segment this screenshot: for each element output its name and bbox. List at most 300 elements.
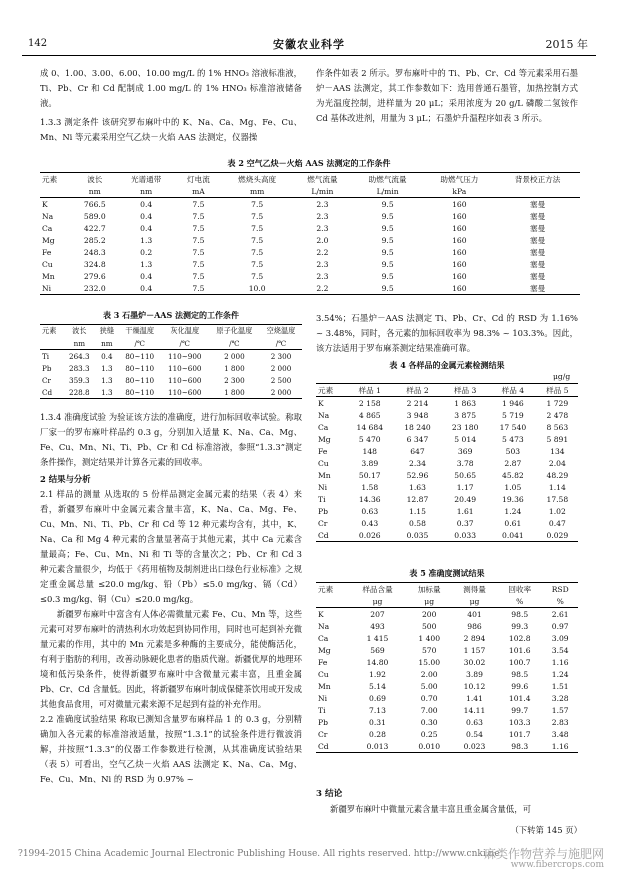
table-cell: 232.0 bbox=[73, 282, 117, 295]
table-row bbox=[316, 656, 578, 668]
table-cell: 9.5 bbox=[381, 247, 394, 257]
table-cell: 9.5 bbox=[381, 211, 394, 221]
table-row bbox=[40, 198, 580, 211]
column-unit: % bbox=[497, 595, 542, 608]
table-cell: 1.3 bbox=[101, 363, 113, 373]
table-cell: Cu bbox=[318, 458, 329, 468]
table-row bbox=[40, 222, 580, 234]
table-cell: 1 800 bbox=[224, 363, 245, 373]
table-cell: 2.3 bbox=[316, 259, 329, 269]
table-cell: 160 bbox=[423, 282, 495, 295]
table-cell: Mg bbox=[318, 434, 331, 444]
table-cell: 7.5 bbox=[176, 282, 222, 295]
table-cell: 5 719 bbox=[502, 410, 524, 420]
table-cell: 503 bbox=[505, 446, 521, 456]
table-cell: 0.30 bbox=[420, 717, 438, 727]
paragraph: 1.3.3 测定条件 该研究罗布麻叶中的 K、Na、Ca、Mg、Fe、Cu、Mn、Ni 等元素采用空气乙炔－火焰 AAS 法测定，仪器操 bbox=[40, 117, 302, 142]
page-number: 142 bbox=[28, 38, 48, 49]
table-cell: 1 946 bbox=[502, 398, 524, 408]
table-cell: 14.80 bbox=[366, 657, 389, 667]
table-cell: 2.87 bbox=[504, 458, 522, 468]
table-cell: 101.6 bbox=[508, 645, 531, 655]
column-header: 样品 2 bbox=[394, 384, 442, 397]
column-header: 空烧温度 bbox=[260, 325, 302, 338]
table-cell: 45.82 bbox=[502, 470, 524, 480]
table-cell: 160 bbox=[452, 199, 467, 209]
table-cell: 15.00 bbox=[418, 657, 441, 667]
table-cell: 50.17 bbox=[358, 470, 381, 480]
page-footer bbox=[18, 845, 608, 871]
table-cell: 塞曼 bbox=[530, 199, 546, 209]
table-cell: Fe bbox=[318, 657, 328, 667]
table-cell: 493 bbox=[370, 621, 385, 631]
table3-caption: 表 3 石墨炉－AAS 法测定的工作条件 bbox=[102, 310, 240, 320]
page-header bbox=[0, 0, 618, 62]
table-row bbox=[316, 692, 578, 704]
table-cell: 103.3 bbox=[508, 717, 531, 727]
table-row bbox=[316, 517, 578, 529]
copyright-text: ?1994-2015 China Academic Journal Electronic Publishing House. All rights reserved. bbox=[18, 849, 411, 859]
table-cell: 塞曼 bbox=[530, 223, 546, 233]
table-cell: 1.05 bbox=[504, 482, 522, 492]
table-cell: Pb bbox=[318, 717, 328, 727]
table-cell: Fe bbox=[42, 247, 52, 257]
table-cell: 1.63 bbox=[409, 482, 426, 492]
table-cell: 48.29 bbox=[546, 470, 569, 480]
table-row bbox=[316, 716, 578, 728]
table-cell: Pb bbox=[42, 363, 52, 373]
table-cell: Pb bbox=[318, 506, 328, 516]
table-cell: 5.00 bbox=[420, 681, 438, 691]
table-cell: 0.43 bbox=[361, 518, 379, 528]
table-cell: 1.3 bbox=[140, 235, 153, 245]
table-cell: 283.3 bbox=[69, 363, 90, 373]
table-cell: 3 948 bbox=[406, 410, 429, 420]
table-cell: 7.00 bbox=[420, 705, 438, 715]
table-cell: 2 000 bbox=[260, 386, 302, 399]
table-cell: 279.6 bbox=[83, 271, 106, 281]
table-cell: 98.3 bbox=[497, 740, 542, 753]
column-unit: nm bbox=[117, 185, 176, 198]
table-cell: 7.5 bbox=[251, 211, 264, 221]
table-cell: 2 158 bbox=[358, 398, 381, 408]
table-cell: 10.12 bbox=[463, 681, 486, 691]
column-header: 灰化温度 bbox=[161, 325, 209, 338]
section3-text: 新疆罗布麻叶中微量元素含量丰富且重金属含量低，可 bbox=[330, 804, 531, 814]
table-cell: K bbox=[318, 398, 324, 408]
table-cell: 160 bbox=[452, 223, 467, 233]
table-cell: Cd bbox=[40, 386, 64, 399]
table-cell: 0.2 bbox=[140, 247, 153, 257]
table-row bbox=[40, 270, 580, 282]
table-cell: 2.3 bbox=[316, 199, 329, 209]
column-header: 助燃气流量 bbox=[352, 173, 424, 186]
table-cell: 228.8 bbox=[64, 386, 95, 399]
table-cell: 塞曼 bbox=[530, 259, 546, 269]
table-cell: 塞曼 bbox=[530, 271, 546, 281]
table-cell: 2.3 bbox=[316, 271, 329, 281]
column-header: RSD bbox=[542, 583, 578, 596]
table-cell: 7.5 bbox=[251, 247, 264, 257]
journal-title: 安徽农业科学 bbox=[273, 38, 345, 51]
column-header: 回收率 bbox=[497, 583, 542, 596]
table-cell: 1.3 bbox=[101, 375, 113, 385]
table-cell: 0.4 bbox=[140, 199, 153, 209]
paragraph: 2.1 样品的测量 从选取的 5 份样品测定金属元素的结果（表 4）来看，新疆罗布麻叶中金属元素含量丰富，K、Na、Ca、Mg、Fe、Cu、Mn、Ni、Ti、Pb、Cr 和 Cd 等 12 种元素均含有，其中，K、Na、Ca 和 Mg 4 种元素的含量显著高于其他元素，其中 Ca 元素含量最高；Fe、Cu、Mn、Ni 和 Ti 等的含量次之；Pb、Cr 和 Cd 3 种元素含量很少，均低于《药用植物及制剂进出口绿色行业标准》之规定重金属总量 ≤20.0 mg/kg、铅（Pb）≤5.0 mg/kg、镉（Cd）≤0.3 mg/kg、铜（Cu）≤20.0 mg/kg。 bbox=[40, 489, 302, 604]
table-cell: 0.041 bbox=[489, 529, 537, 542]
table-cell: Mg bbox=[42, 235, 55, 245]
table-row bbox=[40, 210, 580, 222]
column-unit: L/min bbox=[352, 185, 424, 198]
table-cell: 148 bbox=[362, 446, 378, 456]
table-cell: 4 865 bbox=[358, 410, 381, 420]
table2-caption: 表 2 空气乙炔－火焰 AAS 法测定的工作条件 bbox=[227, 158, 391, 168]
table3 bbox=[40, 324, 302, 399]
table-cell: 0.4 bbox=[140, 223, 153, 233]
column-unit bbox=[40, 337, 64, 350]
table-cell: Na bbox=[318, 621, 330, 631]
table-cell: 160 bbox=[452, 211, 467, 221]
table-cell: Na bbox=[42, 211, 54, 221]
table-cell: 7.5 bbox=[192, 235, 205, 245]
table-cell: 塞曼 bbox=[495, 282, 580, 295]
table-cell: 248.3 bbox=[83, 247, 106, 257]
table-cell: 1 157 bbox=[463, 645, 486, 655]
table-cell: 17.58 bbox=[546, 494, 569, 504]
table-row bbox=[316, 529, 578, 542]
table-cell: 264.3 bbox=[69, 351, 90, 361]
table-cell: 7.5 bbox=[192, 211, 205, 221]
table-cell: 0.023 bbox=[452, 740, 497, 753]
column-header: 波长 bbox=[73, 173, 117, 186]
column-unit: nm bbox=[73, 185, 117, 198]
table-cell: 2.2 bbox=[316, 247, 329, 257]
table-cell: 7.5 bbox=[251, 271, 264, 281]
table-cell: 7.5 bbox=[251, 235, 264, 245]
table-cell: 2 300 bbox=[270, 351, 292, 361]
table-row bbox=[316, 397, 578, 410]
left-top-text bbox=[40, 66, 302, 145]
table-cell: 0.4 bbox=[101, 351, 113, 361]
table-cell: 3.54 bbox=[551, 645, 569, 655]
table-cell: 9.5 bbox=[381, 271, 394, 281]
column-header: 样品含量 bbox=[348, 583, 406, 596]
table-cell: 99.7 bbox=[511, 705, 529, 715]
paragraph: 2.2 准确度试验结果 称取已测知含量罗布麻样品 1 的 0.3 g，分别精确加入各元素的标准溶液适量，按照“1.3.1”的试验条件进行微波消解，并按照“1.3.3”的仪器工作参数进行检测，从其准确度试验结果（表 5）可看出，空气乙炔－火焰 AAS 法测定 K、Na、Ca、Mg、Fe、Cu、Mn、Ni 的 RSD 为 0.97% ~ bbox=[40, 714, 302, 784]
column-header: 样品 5 bbox=[537, 384, 578, 397]
table-cell: 3.89 bbox=[361, 458, 379, 468]
column-header: 元素 bbox=[316, 583, 348, 596]
paragraph: 成 0、1.00、3.00、6.00、10.00 mg/L 的 1% HNO₃ 溶液标准液，Ti、Pb、Cr 和 Cd 配制成 1.00 mg/L 的 1% HNO₃ 标准溶液储备液。 bbox=[40, 68, 302, 108]
table-row bbox=[40, 246, 580, 258]
table-cell: Ca bbox=[318, 633, 329, 643]
table-cell: 0.63 bbox=[361, 506, 379, 516]
table-cell: Fe bbox=[318, 446, 328, 456]
table-cell: 1.02 bbox=[548, 506, 566, 516]
table-cell: 766.5 bbox=[83, 199, 106, 209]
column-unit: kPa bbox=[423, 185, 495, 198]
table-cell: Na bbox=[318, 410, 330, 420]
table-cell: 2 000 bbox=[224, 351, 245, 361]
watermark: 麻类作物营养与施肥网 bbox=[483, 847, 604, 861]
table-cell: 1 863 bbox=[454, 398, 477, 408]
table-cell: 207 bbox=[370, 609, 385, 619]
column-unit: nm bbox=[95, 337, 119, 350]
table-cell: 0.28 bbox=[369, 729, 386, 739]
table-cell: 0.010 bbox=[407, 740, 452, 753]
table-cell: Cr bbox=[42, 375, 51, 385]
table-row bbox=[40, 374, 302, 386]
column-header: 测得量 bbox=[452, 583, 497, 596]
table-cell: 401 bbox=[467, 609, 482, 619]
table-cell: 7.5 bbox=[192, 259, 205, 269]
table-cell: 3.78 bbox=[456, 458, 474, 468]
table-cell: 2 500 bbox=[270, 375, 292, 385]
table-cell: 0.013 bbox=[348, 740, 406, 753]
copyright-line bbox=[18, 849, 500, 859]
table-cell: 134 bbox=[550, 446, 565, 456]
table-cell: 2.61 bbox=[551, 609, 569, 619]
table-cell: 14 684 bbox=[356, 422, 384, 432]
table-row bbox=[40, 386, 302, 399]
paragraph: 作条件如表 2 所示。罗布麻叶中的 Ti、Pb、Cr、Cd 等元素采用石墨炉－AAS 法测定，其工作参数如下：选用普通石墨管，加热控制方式为光温度控制，进样量为 20 μL；采用浓度为 20 g/L 磷酸二氢铵作 Cd 基体改进剂，用量为 3 μL；石墨炉升温程序如表 3 所示。 bbox=[316, 68, 578, 123]
table-cell: 5 473 bbox=[502, 434, 524, 444]
column-unit: mm bbox=[221, 185, 293, 198]
column-header: 样品 3 bbox=[441, 384, 489, 397]
column-header: 燃烧头高度 bbox=[221, 173, 293, 186]
table-cell: 2.83 bbox=[551, 717, 569, 727]
table-cell: 2.3 bbox=[316, 223, 329, 233]
column-header: 元素 bbox=[316, 384, 346, 397]
column-header: 灯电流 bbox=[176, 173, 222, 186]
table-cell: 1.14 bbox=[548, 482, 566, 492]
table-row bbox=[316, 493, 578, 505]
column-unit: mA bbox=[176, 185, 222, 198]
table-cell: 1.16 bbox=[542, 740, 578, 753]
column-header: 原子化温度 bbox=[209, 325, 260, 338]
table-row bbox=[40, 234, 580, 246]
table-row bbox=[316, 668, 578, 680]
table-cell: 2 214 bbox=[406, 398, 429, 408]
table-cell: 110~900 bbox=[168, 351, 202, 361]
table-cell: 2 894 bbox=[463, 633, 486, 643]
table-cell: 19.36 bbox=[502, 494, 524, 504]
table-row bbox=[316, 469, 578, 481]
table-row bbox=[316, 409, 578, 421]
table-cell: 9.5 bbox=[352, 282, 424, 295]
table-cell: 102.8 bbox=[508, 633, 531, 643]
table-cell: 0.47 bbox=[548, 518, 566, 528]
table-cell: 7.5 bbox=[251, 259, 264, 269]
table-cell: 1.17 bbox=[456, 482, 474, 492]
paragraph: 1.3.4 准确度试验 为验证该方法的准确度，进行加标回收率试验。称取厂家一的罗布麻叶样品约 0.3 g，分别加入适量 K、Na、Ca、Mg、Fe、Cu、Mn、Ni、Ti、Pb、Cr 和 Cd 标准溶液，参照“1.3.3”测定条件操作，测定结果并计算各元素的回收率。 bbox=[40, 412, 302, 467]
table-row bbox=[316, 632, 578, 644]
table-cell: 1.24 bbox=[504, 506, 522, 516]
table-cell: 9.5 bbox=[381, 223, 394, 233]
column-header: 狭缝 bbox=[95, 325, 119, 338]
table-cell: 50.65 bbox=[454, 470, 477, 480]
table-cell: 3.09 bbox=[551, 633, 569, 643]
table-cell: 80~110 bbox=[125, 351, 155, 361]
table-cell: 1.92 bbox=[369, 669, 386, 679]
table-cell: 98.5 bbox=[511, 609, 529, 619]
table-cell: 6 347 bbox=[406, 434, 429, 444]
right-top-text bbox=[316, 66, 578, 126]
table-cell: 1 415 bbox=[366, 633, 389, 643]
table-cell: 14.36 bbox=[358, 494, 381, 504]
table-cell: 80~110 bbox=[125, 363, 155, 373]
table-cell: 1.58 bbox=[361, 482, 379, 492]
table-cell: 14.11 bbox=[463, 705, 486, 715]
table-row bbox=[316, 680, 578, 692]
column-header: 元素 bbox=[40, 173, 73, 186]
column-header: 样品 1 bbox=[346, 384, 394, 397]
table-cell: 2 000 bbox=[270, 363, 292, 373]
table-cell: 160 bbox=[452, 271, 467, 281]
table-cell: 5 891 bbox=[546, 434, 569, 444]
column-unit: nm bbox=[64, 337, 95, 350]
table-cell: 160 bbox=[452, 259, 467, 269]
table-cell: 30.02 bbox=[463, 657, 486, 667]
table-cell: 647 bbox=[410, 446, 425, 456]
table-cell: 100.7 bbox=[508, 657, 531, 667]
table-cell: 塞曼 bbox=[530, 211, 546, 221]
site-link[interactable]: http://www.cnki.ne bbox=[413, 849, 500, 859]
table-cell: 359.3 bbox=[69, 375, 90, 385]
table-row bbox=[316, 505, 578, 517]
table-cell: Mn bbox=[42, 271, 55, 281]
table-cell: 1 400 bbox=[418, 633, 441, 643]
table-cell: 7.13 bbox=[369, 705, 386, 715]
table-cell: 110~600 bbox=[168, 375, 202, 385]
table-cell: 7.5 bbox=[192, 271, 205, 281]
table-row bbox=[316, 457, 578, 469]
table-cell: 2.3 bbox=[316, 211, 329, 221]
table-cell: 99.3 bbox=[511, 621, 529, 631]
table-cell: Cu bbox=[42, 259, 53, 269]
table-cell: 0.033 bbox=[441, 529, 489, 542]
table-cell: 2.2 bbox=[293, 282, 352, 295]
table-cell: 0.97 bbox=[551, 621, 569, 631]
table-cell: Ti bbox=[42, 351, 50, 361]
table-cell: 2.00 bbox=[420, 669, 438, 679]
table-cell: 5 470 bbox=[358, 434, 381, 444]
table-cell: 101.4 bbox=[508, 693, 531, 703]
table-cell: 1.51 bbox=[551, 681, 569, 691]
table-row bbox=[316, 620, 578, 632]
column-header: 助燃气压力 bbox=[423, 173, 495, 186]
table-cell: 160 bbox=[452, 247, 467, 257]
table-cell: 1 729 bbox=[546, 398, 569, 408]
column-unit: μg bbox=[348, 595, 406, 608]
table-cell: Ti bbox=[318, 705, 326, 715]
table-cell: Cd bbox=[316, 740, 348, 753]
column-unit: /℃ bbox=[161, 337, 209, 350]
table-cell: 0.4 bbox=[140, 211, 153, 221]
table-cell: Mg bbox=[318, 645, 331, 655]
column-unit: L/min bbox=[293, 185, 352, 198]
table-cell: 986 bbox=[467, 621, 482, 631]
table-cell: 5.14 bbox=[369, 681, 386, 691]
table-row bbox=[316, 608, 578, 621]
table-cell: 0.69 bbox=[369, 693, 386, 703]
table-cell: 160 bbox=[452, 235, 467, 245]
left-mid-text bbox=[40, 410, 302, 787]
column-header: 波长 bbox=[64, 325, 95, 338]
table-cell: 2 300 bbox=[224, 375, 245, 385]
table-cell: K bbox=[318, 609, 324, 619]
table-cell: 0.035 bbox=[394, 529, 442, 542]
table-cell: 0.25 bbox=[420, 729, 438, 739]
table-cell: 500 bbox=[421, 621, 437, 631]
table-cell: 塞曼 bbox=[530, 247, 546, 257]
table-cell: Cr bbox=[318, 729, 328, 739]
table-cell: 7.5 bbox=[192, 223, 205, 233]
column-header: 元素 bbox=[40, 325, 64, 338]
table-row bbox=[316, 481, 578, 493]
table-cell: Ni bbox=[318, 693, 328, 703]
table-cell: 17 540 bbox=[499, 422, 527, 432]
table-cell: 2.04 bbox=[548, 458, 566, 468]
table-cell: K bbox=[42, 199, 48, 209]
table-cell: 2.0 bbox=[316, 235, 329, 245]
table-cell: 10.0 bbox=[221, 282, 293, 295]
column-unit bbox=[316, 595, 348, 608]
table-cell: 0.70 bbox=[420, 693, 438, 703]
table-row bbox=[316, 704, 578, 716]
table-cell: 0.37 bbox=[456, 518, 474, 528]
column-header: 干燥温度 bbox=[119, 325, 161, 338]
column-header: 燃气流量 bbox=[293, 173, 352, 186]
table-cell: 3.48 bbox=[551, 729, 569, 739]
column-unit: /℃ bbox=[209, 337, 260, 350]
table-cell: 200 bbox=[421, 609, 437, 619]
column-header: 加标量 bbox=[407, 583, 452, 596]
table-cell: 3.28 bbox=[551, 693, 569, 703]
table4-caption: 表 4 各样品的金属元素检测结果 bbox=[389, 360, 505, 370]
table-cell: 0.4 bbox=[117, 282, 176, 295]
table-cell: 7.5 bbox=[192, 247, 205, 257]
table-cell: 52.96 bbox=[406, 470, 429, 480]
section3-heading: 3 结论 bbox=[316, 789, 343, 799]
table-cell: 1.16 bbox=[551, 657, 569, 667]
header-rule bbox=[22, 55, 596, 56]
table-cell: 8 563 bbox=[546, 422, 569, 432]
table-cell: 1.24 bbox=[551, 669, 569, 679]
table-cell: 0.58 bbox=[409, 518, 426, 528]
table-cell: Cd bbox=[316, 529, 346, 542]
table-cell: 3 875 bbox=[454, 410, 477, 420]
table-cell: 0.026 bbox=[346, 529, 394, 542]
table-cell: 0.63 bbox=[466, 717, 483, 727]
continued-note: （下转第 145 页） bbox=[510, 825, 582, 835]
table-cell: 2.34 bbox=[409, 458, 426, 468]
column-unit: μg bbox=[407, 595, 452, 608]
table-cell: 0.54 bbox=[466, 729, 483, 739]
column-unit: /℃ bbox=[119, 337, 161, 350]
table-cell: 570 bbox=[421, 645, 437, 655]
table-row bbox=[40, 258, 580, 270]
table-row bbox=[316, 445, 578, 457]
table-row bbox=[316, 740, 578, 753]
table-row bbox=[316, 644, 578, 656]
table-row bbox=[316, 421, 578, 433]
table-cell: 110~600 bbox=[168, 363, 202, 373]
table-cell: 9.5 bbox=[381, 199, 394, 209]
table-cell: 9.5 bbox=[381, 235, 394, 245]
watermark-url: www.fibercrops.com bbox=[510, 860, 604, 870]
table5 bbox=[316, 582, 578, 753]
